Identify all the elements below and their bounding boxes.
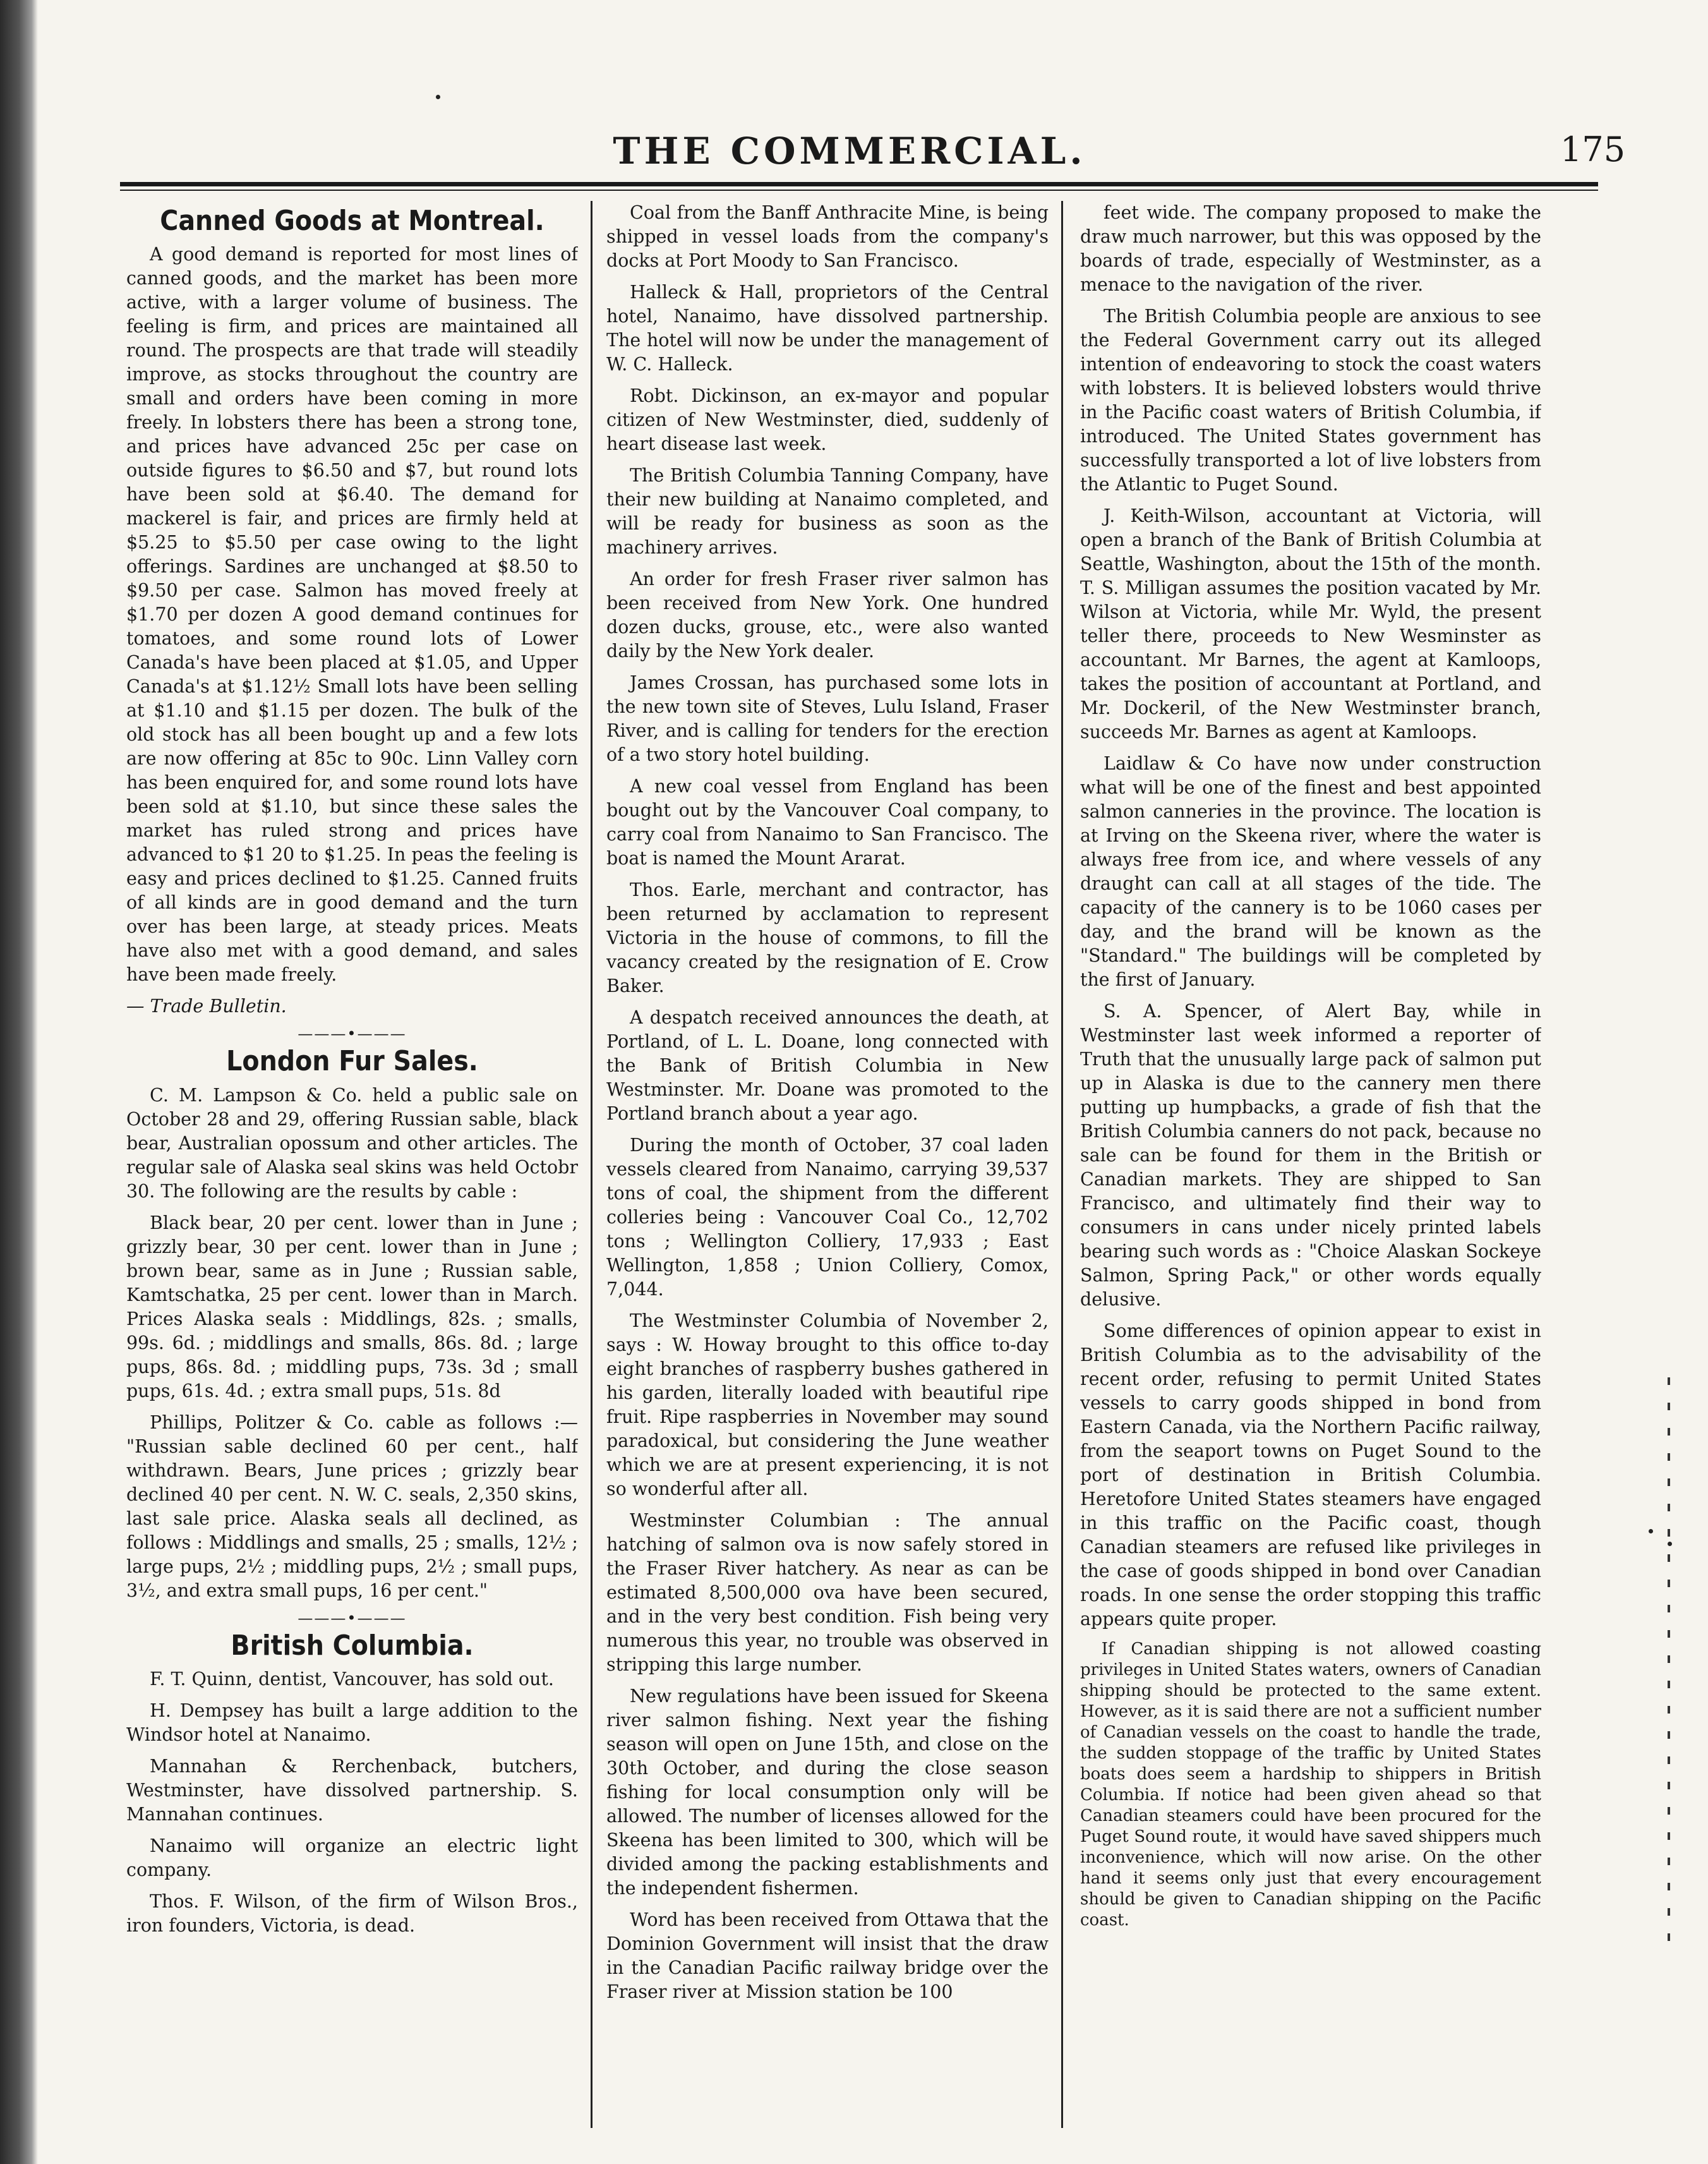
- bc-item: F. T. Quinn, dentist, Vancouver, has sold out.: [150, 1669, 554, 1690]
- ink-speck: [1649, 1529, 1653, 1533]
- header-rule-thin: [120, 190, 1598, 191]
- bc-item: Robt. Dickinson, an ex-mayor and popular citizen of New Westminster, died, suddenly of heart disease last week.: [606, 385, 1049, 454]
- article-fur-p2: Black bear, 20 per cent. lower than in June ; grizzly bear, 30 per cent. lower than in June ; brown bear, same as in June ; Russian sable, Kamtschatka, 25 per cent. lower than in March. Prices Alaska seals : Middlings, 82s. ; smalls, 99s. 6d. ; middlings and smalls, 86s. 8d. ; large pups, 86s. 8d. ; middling pups, 73s. 3d ; small pups, 61s. 4d. ; extra small pups, 51s. 8d: [126, 1212, 578, 1401]
- article-bond-shipping-p1: Some differences of opinion appear to exist in British Columbia as to the advisability of the recent order, refusing to permit United States vessels to carry goods shipped in bond from Eastern Canada, via the Northern Pacific railway, from the seaport towns on Puget Sound to the port of destination in British Columbia. Heretofore United States steamers have engaged in this traffic on the Pacific coast, though Canadian steamers are refused like privileges in the case of goods shipped in bond over Canadian roads. In one sense the order stopping this traffic appears quite proper.: [1080, 1321, 1541, 1629]
- bc-item: Nanaimo will organize an electric light company.: [126, 1835, 578, 1881]
- bc-item: Word has been received from Ottawa that the Dominion Government will insist that the draw in the Canadian Pacific railway bridge over the Fraser river at Mission station be 100: [606, 1909, 1049, 2002]
- bc-item: During the month of October, 37 coal laden vessels cleared from Nanaimo, carrying 39,537 tons of coal, the shipment from the different colleries being : Vancouver Coal Co., 12,702 tons ; Wellington Colliery, 17,933 ; East Wellington, 1,858 ; Union Colliery, Comox, 7,044.: [606, 1135, 1049, 1300]
- column-2: [606, 201, 1049, 2134]
- column-3: [1080, 201, 1541, 2134]
- bc-item: A despatch received announces the death, at Portland, of L. L. Doane, long connected with the Bank of British Columbia in New Westminster. Mr. Doane was promoted to the Portland branch about a year ago.: [606, 1007, 1049, 1124]
- bc-item: J. Keith-Wilson, accountant at Victoria, will open a branch of the Bank of British Columbia at Seattle, Washington, about the 15th of the month. T. S. Milligan assumes the position vacated by Mr. Wilson at Victoria, while Mr. Wyld, the present teller there, proceeds to New Wesminster as accountant. Mr Barnes, the agent at Kamloops, takes the position of accountant at Portland, and Mr. Dockeril, of the New Westminster branch, succeeds Mr. Barnes as agent at Kamloops.: [1080, 505, 1541, 742]
- article-canned-goods: A good demand is reported for most lines of canned goods, and the market has been more active, with a larger volume of business. The feeling is firm, and prices are maintained all round. The prospects are that trade will steadily improve, as stocks throughout the country are small and orders have been coming in more freely. In lobsters there has been a strong tone, and prices have advanced 25c per case on outside figures to $6.50 and $7, but round lots have been sold at $6.40. The demand for mackerel is fair, and prices are firmly held at $5.25 to $5.50 per case owing to the light offerings. Sardines are unchanged at $8.50 to $9.50 per case. Salmon has moved freely at $1.70 per dozen A good demand continues for tomatoes, and some round lots of Lower Canada's have been placed at $1.05, and Upper Canada's at $1.12½ Small lots have been selling at $1.10 and $1.15 per dozen. The bulk of the old stock has all been bought up and a few lots are now offering at 85c to 90c. Linn Valley corn has been enquired for, and some round lots have been sold at $1.10, but since these sales the market has ruled strong and prices have advanced to $1 20 to $1.25. In peas the feeling is easy and prices declined to $1.25. Canned fruits of all kinds are in good demand and the turn over has been large, at steady prices. Meats have also met with a good demand, and sales have been made freely.: [126, 244, 578, 986]
- bc-item: The British Columbia Tanning Company, have their new building at Nanaimo completed, and will be ready for business as soon as the machinery arrives.: [606, 465, 1049, 558]
- bc-item: James Crossan, has purchased some lots in the new town site of Steves, Lulu Island, Fraser River, and is calling for tenders for the erection of a two story hotel building.: [606, 672, 1049, 765]
- bc-item: feet wide. The company proposed to make the draw much narrower, but this was opposed by the boards of trade, especially of Westminster, as a menace to the navigation of the river.: [1080, 202, 1541, 295]
- bc-item: The British Columbia people are anxious to see the Federal Government carry out its alleged intention of endeavoring to stock the coast waters with lobsters. It is believed lobsters would thrive in the Pacific coast waters of British Columbia, if introduced. The United States government has successfully transported a lot of live lobsters from the Atlantic to Puget Sound.: [1080, 306, 1541, 495]
- bc-item: Westminster Columbian : The annual hatching of salmon ova is now safely stored in the Fraser River hatchery. As near as can be estimated 8,500,000 ova have been secured, and in the very best condition. Fish being very numerous this year, no trouble was observed in stripping this large number.: [606, 1510, 1049, 1675]
- article-fur-p3: Phillips, Politzer & Co. cable as follows :— "Russian sable declined 60 per cent., half withdrawn. Bears, June prices ; grizzly bear declined 40 per cent. N. W. C. seals, 2,350 skins, last sale price. Alaska seals all declined, as follows : Middlings and smalls, 25 ; smalls, 12½ ; large pups, 2½ ; middling pups, 2½ ; small pups, 3½, and extra small pups, 16 per cent.": [126, 1411, 578, 1601]
- bc-item: Laidlaw & Co have now under construction what will be one of the finest and best appointed salmon canneries in the province. The location is at Irving on the Skeena river, where the water is always free from ice, and where vessels of any draught can call at all stages of the tide. The capacity of the cannery is to be 1060 cases per day, and the brand will be known as the "Standard." The buildings will be completed by the first of January.: [1080, 753, 1541, 990]
- bc-item: S. A. Spencer, of Alert Bay, while in Westminster last week informed a reporter of Truth that the unusually large pack of salmon put up in Alaska is due to the cannery men there putting up humpbacks, a grade of fish that the British Columbia canners do not pack, because no sale can be found for them in the British or Canadian markets. They are shipped to San Francisco, and ultimately find their way to consumers in cans under nicely printed labels bearing such words as : "Choice Alaskan Sockeye Salmon, Spring Pack," or other words equally delusive.: [1080, 1001, 1541, 1310]
- scan-edge: [0, 0, 38, 2164]
- article-fur-p1: C. M. Lampson & Co. held a public sale on October 28 and 29, offering Russian sable, black bear, Australian opossum and other articles. The regular sale of Alaska seal skins was held Octobr 30. The following are the results by cable :: [126, 1084, 578, 1202]
- newspaper-title: THE COMMERCIAL.: [613, 130, 1086, 172]
- column-rule-1: [591, 201, 592, 2128]
- heading-canned-goods: Canned Goods at Montreal.: [160, 205, 544, 237]
- section-divider: ———•———: [298, 1025, 407, 1043]
- masthead: [114, 130, 1708, 172]
- bc-item: An order for fresh Fraser river salmon has been received from New York. One hundred dozen ducks, grouse, etc., were also wanted daily by the New York dealer.: [606, 569, 1049, 662]
- page-number: 175: [1560, 130, 1626, 169]
- section-divider: ———•———: [298, 1609, 407, 1627]
- scan-edge-right: [1668, 1377, 1670, 1946]
- header-rule-thick: [120, 182, 1598, 186]
- bc-item: New regulations have been issued for Skeena river salmon fishing. Next year the fishing season will open on June 15th, and close on the 30th October, and during the close season fishing for local consumption only will be allowed. The number of licenses allowed for the Skeena has been limited to 300, which will be divided among the packing establishments and the independent fishermen.: [606, 1686, 1049, 1899]
- bc-item: Halleck & Hall, proprietors of the Central hotel, Nanaimo, have dissolved partnership. The hotel will now be under the management of W. C. Halleck.: [606, 282, 1049, 375]
- heading-london-fur: London Fur Sales.: [226, 1045, 478, 1078]
- bc-item: H. Dempsey has built a large addition to the Windsor hotel at Nanaimo.: [126, 1700, 578, 1746]
- bc-item: The Westminster Columbia of November 2, says : W. Howay brought to this office to-day eight branches of raspberry bushes gathered in his garden, literally loaded with beautiful ripe fruit. Ripe raspberries in November may sound paradoxical, but considering the June weather which we are at present experiencing, it is not so wonderful after all.: [606, 1310, 1049, 1499]
- article-source: — Trade Bulletin.: [126, 996, 287, 1017]
- bc-item: Thos. F. Wilson, of the firm of Wilson Bros., iron founders, Victoria, is dead.: [126, 1891, 578, 1937]
- column-rule-2: [1061, 201, 1063, 2128]
- heading-british-columbia: British Columbia.: [231, 1629, 474, 1662]
- article-bond-shipping-p2: If Canadian shipping is not allowed coasting privileges in United States waters, owners of Canadian shipping should be protected to the same extent. However, as it is said there are not a sufficient number of Canadian vessels on the coast to handle the trade, the sudden stoppage of the traffic by United States boats does seem a hardship to shippers in British Columbia. If notice had been given ahead so that Canadian steamers could have been procured for the Puget Sound route, it would have saved shippers much inconvenience, which will now arise. On the other hand it seems only just that every encouragement should be given to Canadian shipping on the Pacific coast.: [1080, 1640, 1541, 1930]
- bc-item: Mannahan & Rerchenback, butchers, Westminster, have dissolved partnership. S. Mannahan continues.: [126, 1756, 578, 1825]
- column-1: [126, 201, 578, 2134]
- bc-item: A new coal vessel from England has been bought out by the Vancouver Coal company, to carry coal from Nanaimo to San Francisco. The boat is named the Mount Ararat.: [606, 776, 1049, 869]
- bc-item: Coal from the Banff Anthracite Mine, is being shipped in vessel loads from the company's docks at Port Moody to San Francisco.: [606, 202, 1049, 271]
- bc-item: Thos. Earle, merchant and contractor, has been returned by acclamation to represent Victoria in the house of commons, to fill the vacancy created by the resignation of E. Crow Baker.: [606, 880, 1049, 996]
- ink-speck: [436, 95, 440, 99]
